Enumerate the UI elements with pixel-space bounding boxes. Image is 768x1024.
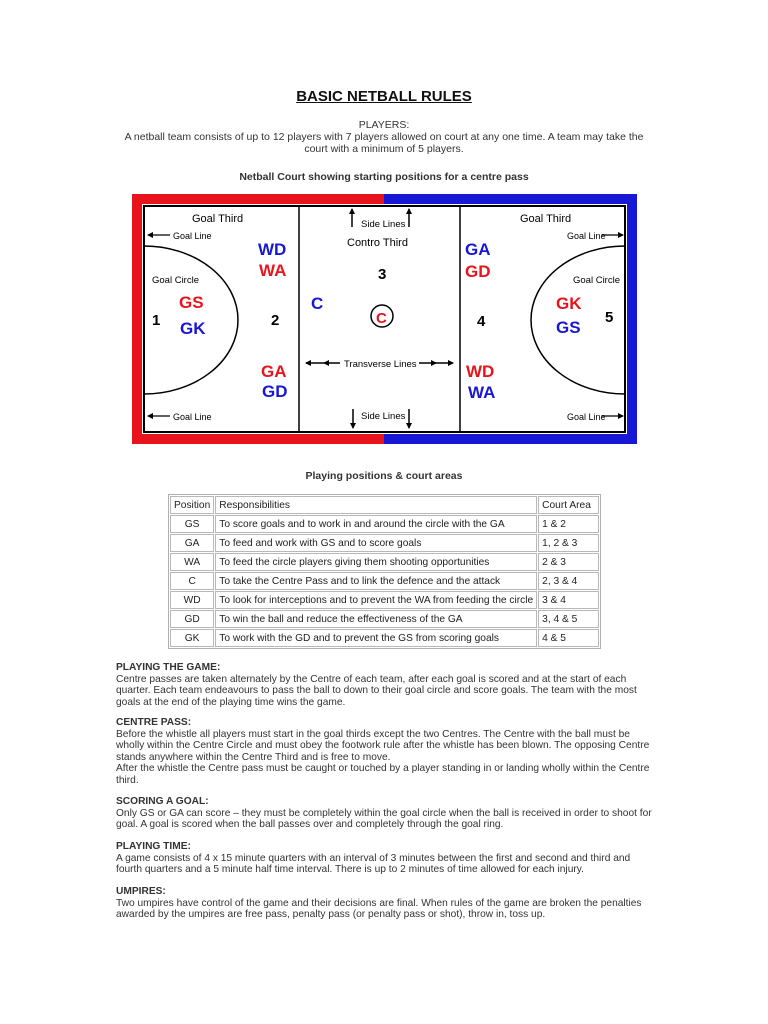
cell-responsibility: To score goals and to work in and around the circle with the GA (215, 515, 537, 533)
netball-court-diagram (132, 194, 637, 444)
label-goal-circle-right: Goal Circle (573, 275, 620, 286)
cell-court-area: 3, 4 & 5 (538, 610, 599, 628)
position-wd-right: WD (466, 362, 495, 381)
table-row (170, 534, 599, 552)
cell-responsibility: To feed the circle players giving them shooting opportunities (215, 553, 537, 571)
positions-table (168, 494, 601, 649)
area-number-2: 2 (271, 312, 280, 329)
label-goal-line-bl: Goal Line (173, 412, 212, 422)
area-number-1: 1 (152, 312, 161, 329)
cell-court-area: 2, 3 & 4 (538, 572, 599, 590)
table-caption: Playing positions & court areas (305, 470, 463, 482)
table-row (170, 515, 599, 533)
table-row (170, 629, 599, 647)
position-gk-right: GK (556, 294, 582, 313)
cell-position: WD (170, 591, 214, 609)
section-heading: CENTRE PASS: (116, 717, 192, 728)
cell-position: GD (170, 610, 214, 628)
position-gs-left: GS (179, 293, 204, 312)
cell-court-area: 1 & 2 (538, 515, 599, 533)
cell-responsibility: To look for interceptions and to prevent the WA from feeding the circle (215, 591, 537, 609)
cell-court-area: 1, 2 & 3 (538, 534, 599, 552)
section-umpires (116, 886, 654, 921)
header-court-area: Court Area (538, 496, 599, 514)
position-gd-left: GD (262, 382, 288, 401)
position-gs-right: GS (556, 318, 581, 337)
cell-position: C (170, 572, 214, 590)
players-text: A netball team consists of up to 12 players with 7 players allowed on court at any one time. A team may take the court with a minimum of 5 players. (124, 131, 644, 155)
court-caption: Netball Court showing starting positions for a centre pass (239, 171, 529, 183)
cell-responsibility: To win the ball and reduce the effectiveness of the GA (215, 610, 537, 628)
position-c-red: C (376, 310, 387, 327)
label-centre-third: Contro Third (347, 237, 408, 249)
section-centre-pass (116, 717, 654, 786)
label-side-lines-top: Side Lines (361, 219, 406, 230)
cell-responsibility: To take the Centre Pass and to link the defence and the attack (215, 572, 537, 590)
area-number-5: 5 (605, 309, 614, 326)
label-goal-circle-left: Goal Circle (152, 275, 199, 286)
section-heading: SCORING A GOAL: (116, 796, 209, 807)
position-wa-right: WA (468, 383, 496, 402)
area-number-4: 4 (477, 313, 486, 330)
section-playing-time (116, 841, 654, 876)
section-text: After the whistle the Centre pass must be caught or touched by a player standing in or landing wholly within the Centre third. (116, 763, 650, 786)
position-gk-left: GK (180, 319, 206, 338)
header-position: Position (170, 496, 214, 514)
cell-responsibility: To feed and work with GS and to score goals (215, 534, 537, 552)
position-c-blue: C (311, 294, 324, 313)
section-text: A game consists of 4 x 15 minute quarters with an interval of 3 minutes between the first and second and third and fourth quarters and a 5 minute half time interval. There is up to 2 minutes of time allowed for each injury. (116, 852, 631, 875)
section-heading: UMPIRES: (116, 886, 166, 897)
cell-court-area: 2 & 3 (538, 553, 599, 571)
cell-position: GS (170, 515, 214, 533)
section-text: Only GS or GA can score – they must be completely within the goal circle when the ball is received in order to shoot for goal. A goal is scored when the ball passes over and completely through the goal ring. (116, 807, 652, 830)
table-row (170, 591, 599, 609)
table-row (170, 610, 599, 628)
label-goal-third-left: Goal Third (192, 213, 244, 225)
cell-position: GK (170, 629, 214, 647)
label-goal-line-tl: Goal Line (173, 231, 212, 241)
position-wd-left: WD (258, 240, 287, 259)
section-heading: PLAYING THE GAME: (116, 662, 221, 673)
table-row (170, 572, 599, 590)
position-ga-right: GA (465, 240, 491, 259)
label-goal-line-tr: Goal Line (567, 231, 606, 241)
label-side-lines-bottom: Side Lines (361, 411, 406, 422)
label-transverse-lines: Transverse Lines (344, 359, 417, 370)
page-title: BASIC NETBALL RULES (296, 88, 472, 105)
table-row (170, 553, 599, 571)
players-heading: PLAYERS: (358, 119, 410, 131)
position-wa-left: WA (259, 261, 287, 280)
position-ga-left: GA (261, 362, 287, 381)
label-goal-line-br: Goal Line (567, 412, 606, 422)
area-number-3: 3 (378, 266, 387, 283)
header-responsibilities: Responsibilities (215, 496, 537, 514)
section-text: Centre passes are taken alternately by the Centre of each team, after each goal is scored and at the start of each quarter. Each team endeavours to pass the ball to down to their goal circle and score goals. The team with the most goals at the end of the playing time wins the game. (116, 673, 637, 708)
section-scoring-a-goal (116, 796, 654, 831)
label-goal-third-right: Goal Third (520, 213, 572, 225)
table-header-row (170, 496, 599, 514)
cell-position: GA (170, 534, 214, 552)
cell-court-area: 3 & 4 (538, 591, 599, 609)
section-playing-the-game (116, 662, 654, 708)
section-text: Before the whistle all players must start in the goal thirds except the two Centres. The Centre with the ball must be wholly within the Centre Circle and must obey the footwork rule after the whistle has been blown. The opposing Centre stands anywhere within the Centre Third and is free to move. (116, 728, 650, 763)
cell-responsibility: To work with the GD and to prevent the GS from scoring goals (215, 629, 537, 647)
section-text: Two umpires have control of the game and their decisions are final. When rules of the game are broken the penalties awarded by the umpires are free pass, penalty pass (or penalty pass or shot), throw in, toss up. (116, 897, 642, 920)
cell-court-area: 4 & 5 (538, 629, 599, 647)
cell-position: WA (170, 553, 214, 571)
position-gd-right: GD (465, 262, 491, 281)
section-heading: PLAYING TIME: (116, 841, 191, 852)
